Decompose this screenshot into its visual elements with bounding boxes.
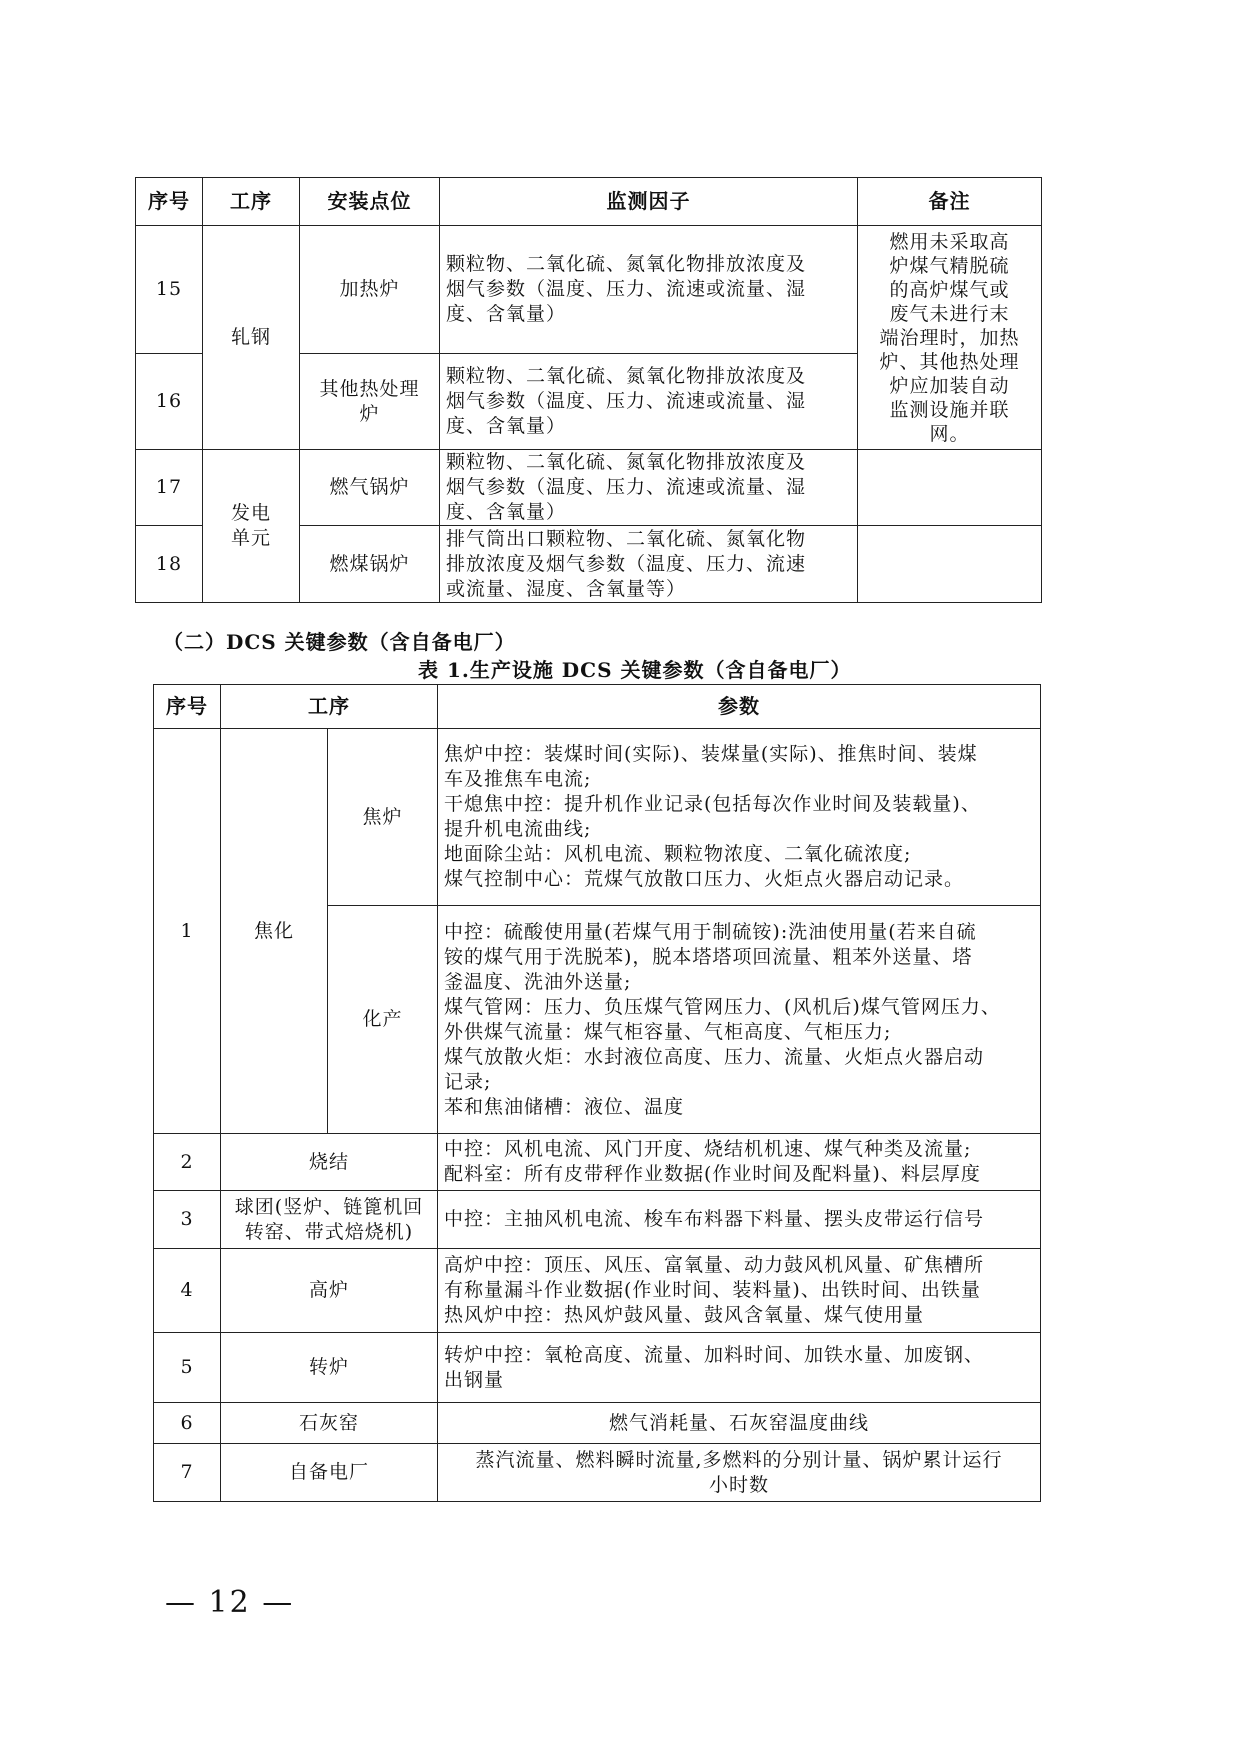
params-cell: 焦炉中控：装煤时间(实际)、装煤量(实际)、推焦时间、装煤 车及推焦车电流; 干熄焦中控：提升机作业记录(包括每次作业时间及装载量)、 提升机电流曲线; 地面除尘站：风机电流、颗粒物浓度、二氧化硫浓度; 煤气控制中心：荒煤气放散口压力、火炬点火器启动记录。 bbox=[438, 729, 1041, 906]
table-caption: 表 1.生产设施 DCS 关键参数（含自备电厂） bbox=[418, 658, 852, 682]
table-row bbox=[136, 450, 1042, 526]
table-row bbox=[154, 1333, 1041, 1403]
subprocess-cell: 化产 bbox=[328, 906, 438, 1134]
remark-cell-empty bbox=[858, 526, 1042, 603]
header-no: 序号 bbox=[136, 178, 203, 226]
monitoring-table bbox=[135, 177, 1042, 603]
row-no: 16 bbox=[136, 354, 203, 450]
row-no: 15 bbox=[136, 226, 203, 354]
params-cell: 中控：风机电流、风门开度、烧结机机速、煤气种类及流量; 配料室：所有皮带秤作业数据(作业时间及配料量)、料层厚度 bbox=[438, 1134, 1041, 1191]
page-number: — 12 — bbox=[165, 1585, 295, 1620]
row-no: 18 bbox=[136, 526, 203, 603]
dcs-parameter-table bbox=[153, 684, 1041, 1502]
process-cell: 焦化 bbox=[221, 729, 328, 1134]
process-cell: 轧钢 bbox=[203, 226, 300, 450]
factors-cell: 颗粒物、二氧化硫、氮氧化物排放浓度及 烟气参数（温度、压力、流速或流量、湿 度、含氧量） bbox=[440, 354, 858, 450]
point-cell: 加热炉 bbox=[300, 226, 440, 354]
process-cell: 发电 单元 bbox=[203, 450, 300, 603]
process-cell: 转炉 bbox=[221, 1333, 438, 1403]
point-cell: 燃气锅炉 bbox=[300, 450, 440, 526]
header-factors: 监测因子 bbox=[440, 178, 858, 226]
row-no: 5 bbox=[154, 1333, 221, 1403]
section-heading: （二）DCS 关键参数（含自备电厂） bbox=[163, 630, 516, 654]
header-process: 工序 bbox=[203, 178, 300, 226]
params-cell: 蒸汽流量、燃料瞬时流量,多燃料的分别计量、锅炉累计运行 小时数 bbox=[438, 1444, 1041, 1502]
header-params: 参数 bbox=[438, 685, 1041, 729]
table-header-row bbox=[136, 178, 1042, 226]
remark-cell-empty bbox=[858, 450, 1042, 526]
table-row bbox=[154, 729, 1041, 906]
factors-cell: 颗粒物、二氧化硫、氮氧化物排放浓度及 烟气参数（温度、压力、流速或流量、湿 度、含氧量） bbox=[440, 226, 858, 354]
table-header-row bbox=[154, 685, 1041, 729]
table-row bbox=[154, 1191, 1041, 1249]
params-cell: 转炉中控：氧枪高度、流量、加料时间、加铁水量、加废钢、 出钢量 bbox=[438, 1333, 1041, 1403]
table-row bbox=[136, 226, 1042, 354]
process-cell: 球团(竖炉、链篦机回 转窑、带式焙烧机) bbox=[221, 1191, 438, 1249]
row-no: 17 bbox=[136, 450, 203, 526]
header-no: 序号 bbox=[154, 685, 221, 729]
process-cell: 自备电厂 bbox=[221, 1444, 438, 1502]
process-cell: 石灰窑 bbox=[221, 1403, 438, 1444]
factors-cell: 排气筒出口颗粒物、二氧化硫、氮氧化物 排放浓度及烟气参数（温度、压力、流速 或流量、湿度、含氧量等） bbox=[440, 526, 858, 603]
row-no: 7 bbox=[154, 1444, 221, 1502]
row-no: 6 bbox=[154, 1403, 221, 1444]
point-cell: 其他热处理 炉 bbox=[300, 354, 440, 450]
subprocess-cell: 焦炉 bbox=[328, 729, 438, 906]
header-point: 安装点位 bbox=[300, 178, 440, 226]
table-row bbox=[154, 1134, 1041, 1191]
table-row bbox=[154, 1444, 1041, 1502]
header-remark: 备注 bbox=[858, 178, 1042, 226]
point-cell: 燃煤锅炉 bbox=[300, 526, 440, 603]
params-cell: 中控：硫酸使用量(若煤气用于制硫铵):洗油使用量(若来自硫 铵的煤气用于洗脱苯)，脱本塔塔项回流量、粗苯外送量、塔 釜温度、洗油外送量; 煤气管网：压力、负压煤气管网压力、(风机后)煤气管网压力、 外供煤气流量：煤气柜容量、气柜高度、气柜压力; 煤气放散火炬：水封液位高度、压力、流量、火炬点火器启动 记录; 苯和焦油储槽：液位、温度 bbox=[438, 906, 1041, 1134]
row-no: 4 bbox=[154, 1249, 221, 1333]
factors-cell: 颗粒物、二氧化硫、氮氧化物排放浓度及 烟气参数（温度、压力、流速或流量、湿 度、含氧量） bbox=[440, 450, 858, 526]
table-row bbox=[154, 1249, 1041, 1333]
table-row bbox=[154, 1403, 1041, 1444]
row-no: 1 bbox=[154, 729, 221, 1134]
params-cell: 中控：主抽风机电流、梭车布料器下料量、摆头皮带运行信号 bbox=[438, 1191, 1041, 1249]
params-cell: 高炉中控：顶压、风压、富氧量、动力鼓风机风量、矿焦槽所 有称量漏斗作业数据(作业时间、装料量)、出铁时间、出铁量 热风炉中控：热风炉鼓风量、鼓风含氧量、煤气使用量 bbox=[438, 1249, 1041, 1333]
process-cell: 高炉 bbox=[221, 1249, 438, 1333]
params-cell: 燃气消耗量、石灰窑温度曲线 bbox=[438, 1403, 1041, 1444]
row-no: 2 bbox=[154, 1134, 221, 1191]
header-process: 工序 bbox=[221, 685, 438, 729]
process-cell: 烧结 bbox=[221, 1134, 438, 1191]
remark-cell: 燃用未采取高 炉煤气精脱硫 的高炉煤气或 废气未进行末 端治理时，加热 炉、其他热处理 炉应加装自动 监测设施并联 网。 bbox=[858, 226, 1042, 450]
row-no: 3 bbox=[154, 1191, 221, 1249]
